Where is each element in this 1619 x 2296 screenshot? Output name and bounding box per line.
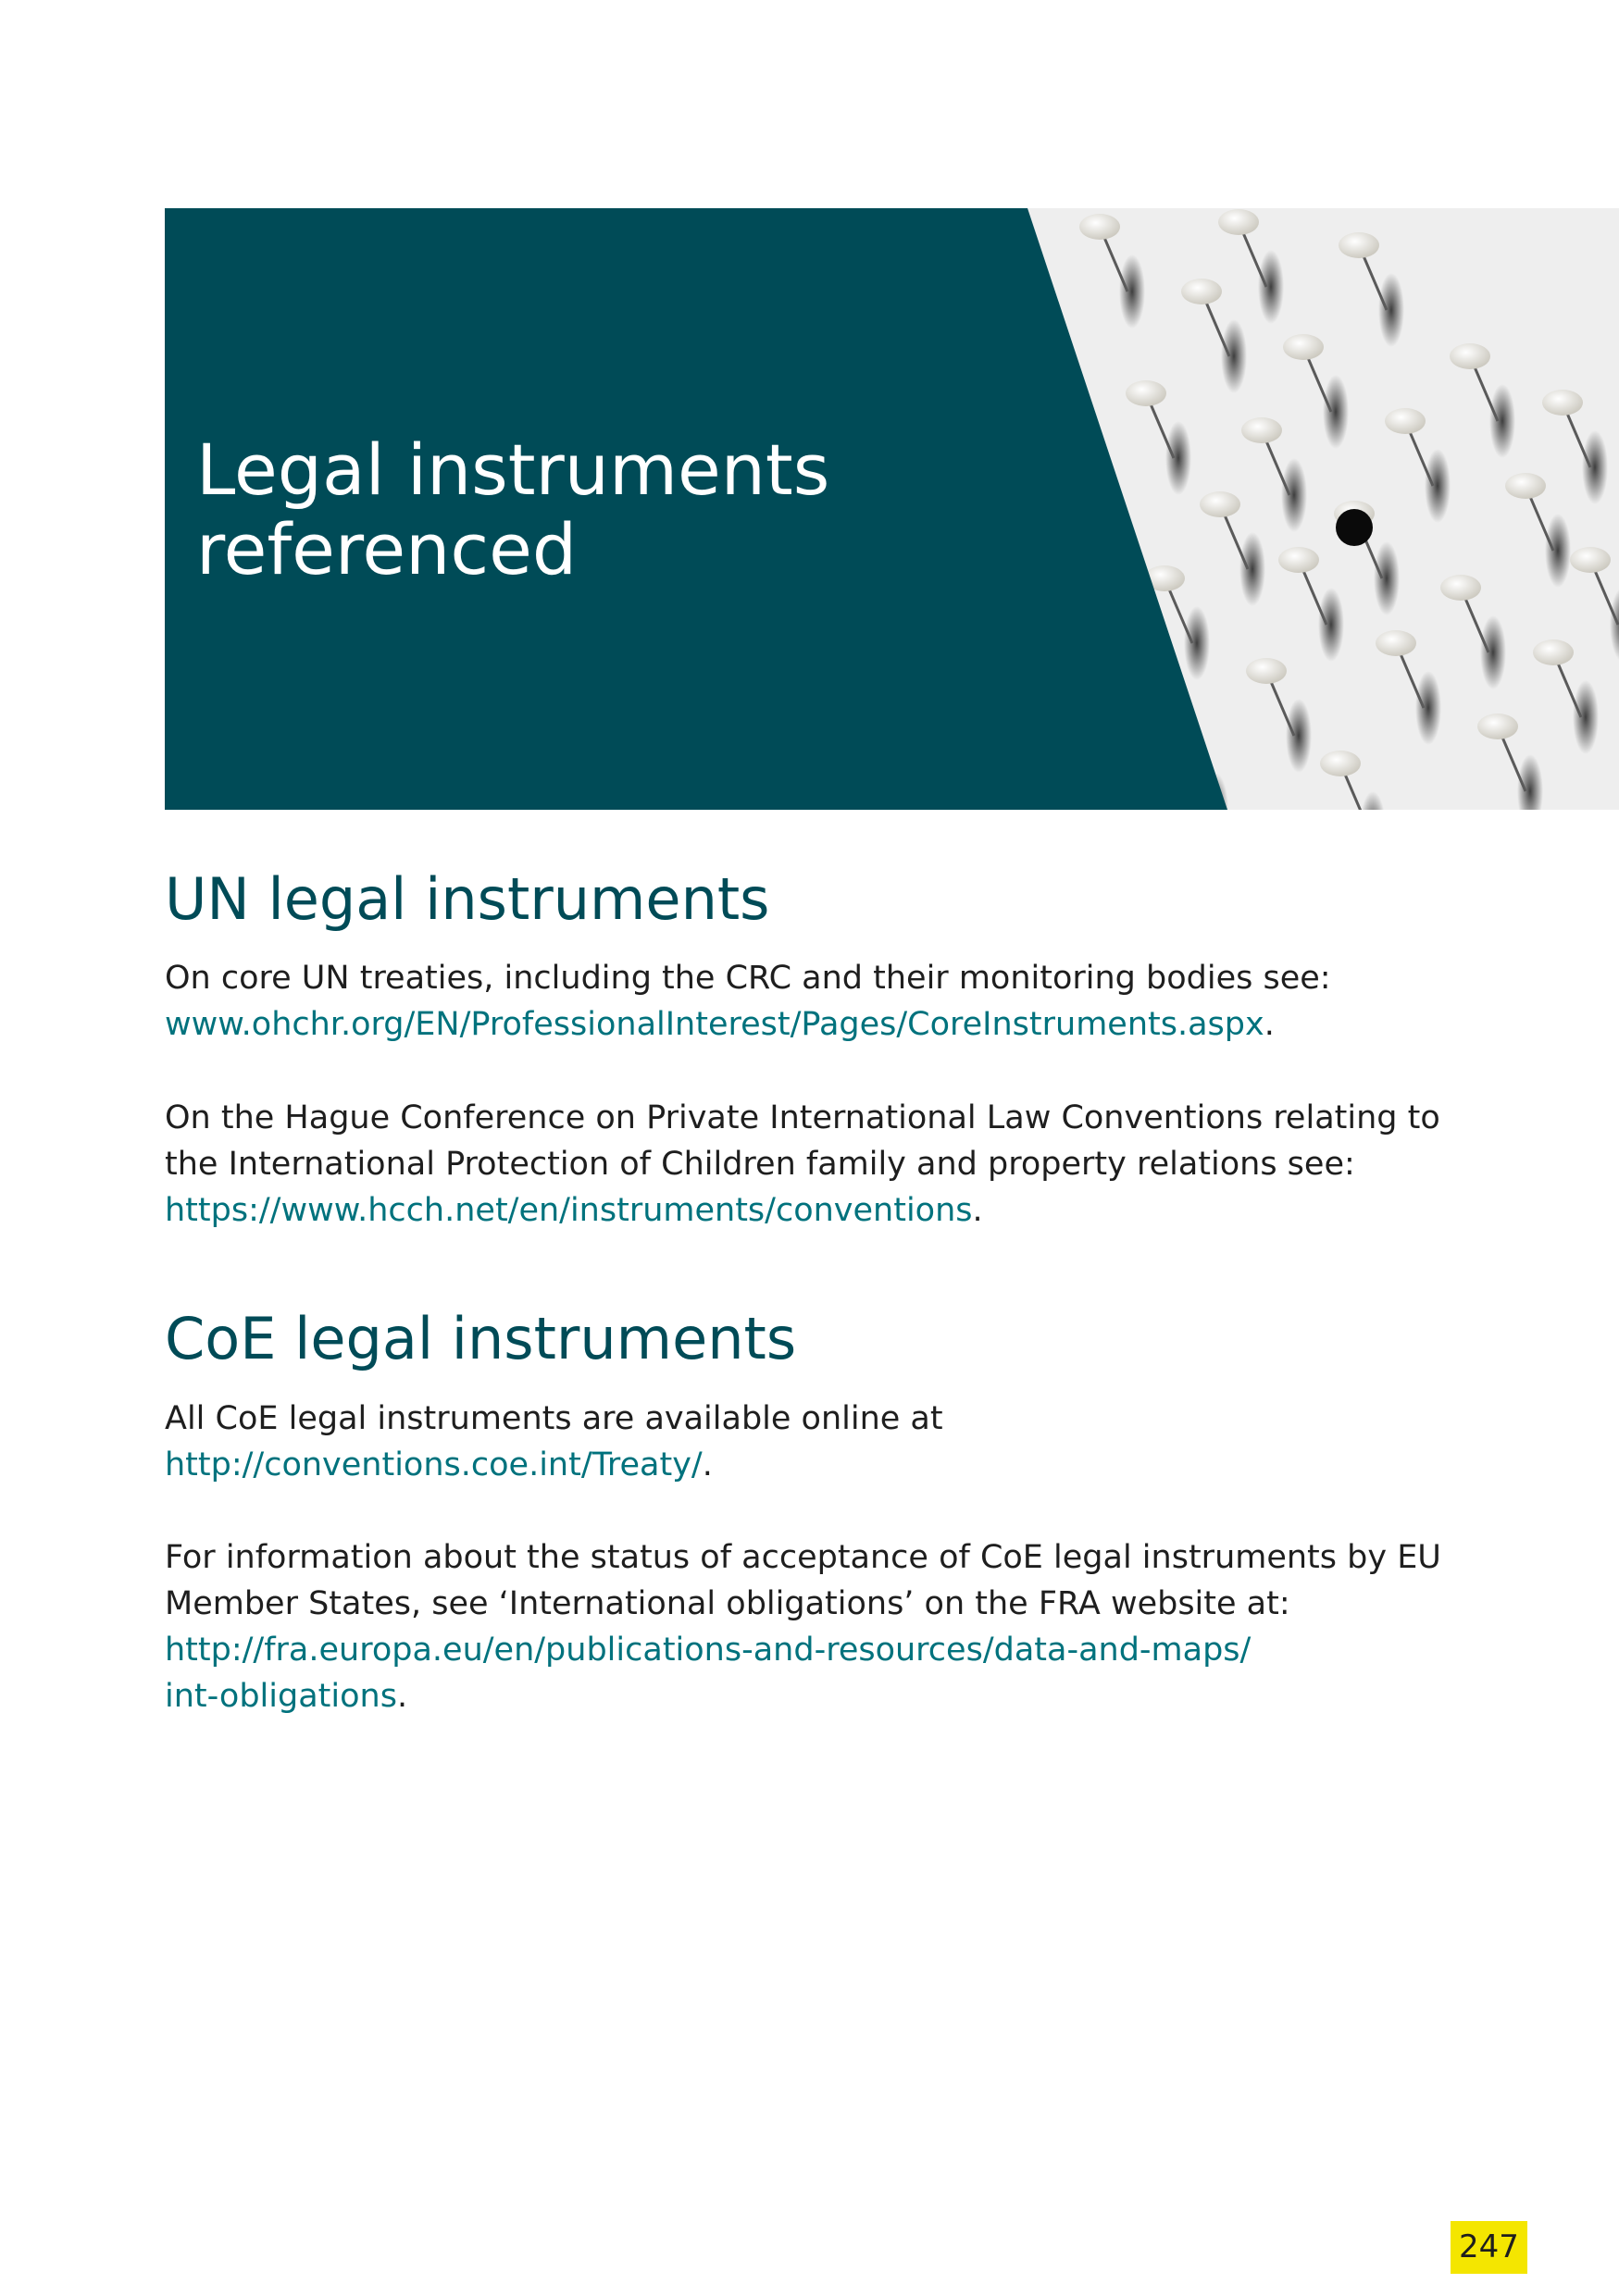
coe-p2-line2: Member States, see ‘International obligations’ on the FRA website at: [165, 1585, 1290, 1622]
pin-shadow [1378, 273, 1404, 347]
un-p1-text: On core UN treaties, including the CRC and their monitoring bodies see: [165, 960, 1331, 997]
pin-head [1505, 473, 1546, 499]
pin-head [1241, 417, 1282, 443]
hcch-link[interactable]: https://www.hcch.net/en/instruments/conventions [165, 1192, 973, 1229]
ohchr-link[interactable]: www.ohchr.org/EN/ProfessionalInterest/Pages/CoreInstruments.aspx [165, 1006, 1264, 1043]
un-paragraph-2 [165, 1095, 1442, 1234]
pin-head [1477, 714, 1518, 739]
coe-p1-text: All CoE legal instruments are available online at [165, 1400, 943, 1437]
pin-head [1570, 547, 1611, 573]
pin-shadow [1374, 541, 1400, 615]
coe-p2-end: . [396, 1678, 408, 1715]
pin-head [1450, 343, 1490, 369]
black-pin-head [1336, 509, 1373, 546]
chapter-title [196, 430, 1029, 590]
pin-shadow [1425, 449, 1451, 523]
chapter-title-line1: Legal instruments [196, 428, 830, 511]
pin-head [1376, 630, 1416, 656]
pin-head [1079, 214, 1120, 240]
un-p2-line1: On the Hague Conference on Private International Law Conventions relating to [165, 1099, 1440, 1136]
pin-shadow [1119, 254, 1145, 329]
pin-head [1385, 408, 1426, 434]
pin-head [1278, 547, 1319, 573]
pin-shadow [1415, 671, 1441, 745]
pin-shadow [1318, 588, 1344, 662]
pin-head [1440, 575, 1481, 601]
chapter-banner [165, 208, 1619, 810]
coe-p2-line1: For information about the status of acceptance of CoE legal instruments by EU [165, 1539, 1441, 1576]
pin-shadow [1239, 532, 1265, 606]
fra-link-line2: int-obligations [165, 1678, 397, 1715]
un-p1-end: . [1264, 1006, 1275, 1043]
pin-head [1200, 491, 1240, 517]
pin-head [1533, 639, 1574, 665]
pin-head [1126, 380, 1166, 406]
pin-shadow [1582, 430, 1608, 504]
coe-paragraph-2 [165, 1534, 1442, 1719]
coe-treaty-link[interactable]: http://conventions.coe.int/Treaty/ [165, 1446, 703, 1483]
pin-shadow [1545, 514, 1571, 588]
pin-head [1246, 658, 1287, 684]
chapter-title-line2: referenced [196, 508, 578, 590]
pin-shadow [1323, 375, 1349, 449]
un-section-heading: UN legal instruments [165, 865, 770, 933]
pin-head [1283, 334, 1324, 360]
pin-shadow [1184, 606, 1210, 680]
pin-head [1339, 232, 1379, 258]
pin-head [1542, 390, 1583, 416]
coe-paragraph-1 [165, 1396, 1442, 1488]
pin-shadow [1573, 680, 1599, 754]
page-number-badge: 247 [1451, 2221, 1527, 2274]
pin-shadow [1258, 250, 1284, 324]
pin-shadow [1286, 699, 1312, 773]
un-p2-end: . [972, 1192, 983, 1229]
pin-shadow [1489, 384, 1515, 458]
pin-shadow [1165, 421, 1191, 495]
un-p2-line2: the International Protection of Children family and property relations see: [165, 1146, 1355, 1183]
pin-head [1181, 279, 1222, 304]
fra-obligations-link[interactable] [165, 1632, 1251, 1715]
pin-head [1218, 209, 1259, 235]
coe-p1-end: . [702, 1446, 713, 1483]
fra-link-line1: http://fra.europa.eu/en/publications-and-resources/data-and-maps/ [165, 1632, 1252, 1669]
pin-shadow [1281, 458, 1307, 532]
pin-shadow [1221, 319, 1247, 393]
coe-section-heading: CoE legal instruments [165, 1305, 797, 1372]
pin-head [1320, 751, 1361, 776]
un-paragraph-1 [165, 955, 1442, 1048]
pin-shadow [1480, 615, 1506, 689]
